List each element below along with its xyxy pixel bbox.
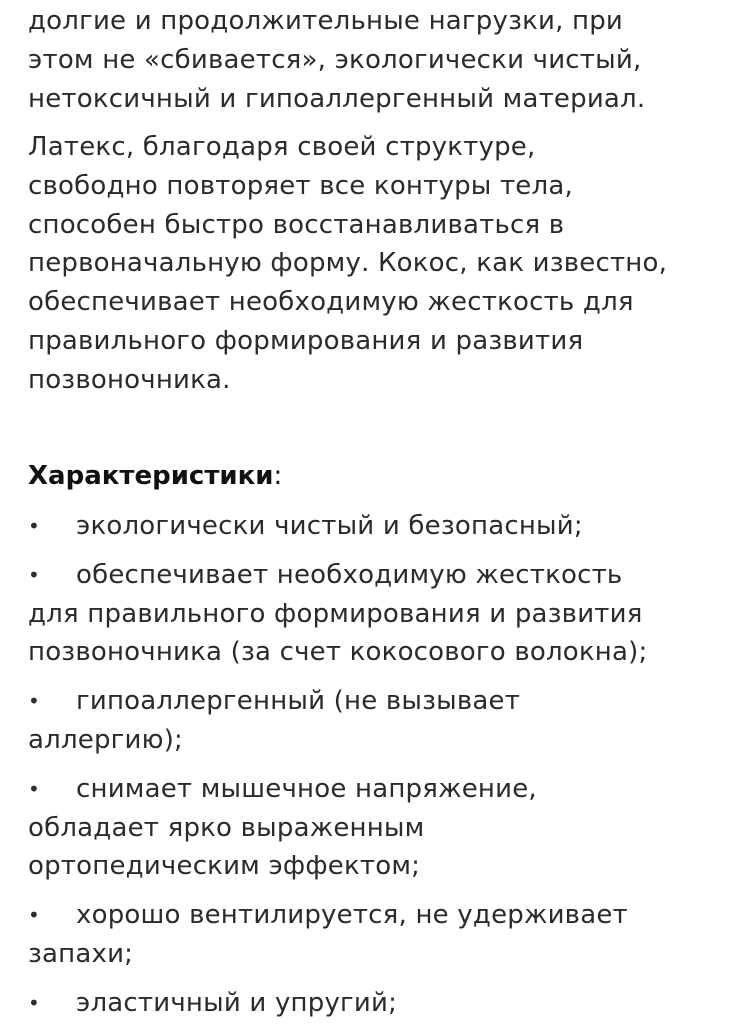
list-item: [28, 682, 733, 760]
characteristics-heading-colon: :: [273, 461, 283, 491]
list-item: [28, 770, 733, 886]
list-item: [28, 556, 733, 672]
description-paragraph-2: Латекс, благодаря своей структуре, свободно повторяет все контуры тела, способен быстро восстанавливаться в первоначальную форму. Кокос, как известно, обеспечивает необходимую жесткость для правильного формирования и развития позвоночника.: [28, 132, 668, 395]
list-item: [28, 507, 733, 546]
list-item-text: гипоаллергенный (не вызывает аллергию);: [28, 686, 521, 755]
bullet-icon: •: [28, 514, 40, 538]
characteristics-list: [28, 507, 733, 1033]
list-item-text: обеспечивает необходимую жесткость для правильного формирования и развития позвоночника (за счет кокосового волокна);: [28, 559, 648, 668]
description-paragraph-1: долгие и продолжительные нагрузки, при этом не «сбивается», экологически чистый, нетоксичный и гипоаллергенный материал.: [28, 6, 646, 114]
bullet-icon: •: [28, 562, 40, 587]
bullet-icon: •: [28, 990, 40, 1015]
list-item: [28, 896, 733, 974]
bullet-icon: •: [28, 903, 40, 928]
list-item-text: снимает мышечное напряжение, обладает ярко выраженным ортопедическим эффектом;: [28, 773, 537, 882]
list-item-text: экологически чистый и безопасный;: [76, 511, 583, 541]
characteristics-heading-text: Характеристики: [28, 461, 274, 491]
characteristics-heading: [28, 457, 282, 495]
bullet-icon: •: [28, 689, 40, 714]
list-item-text: хорошо вентилируется, не удерживает запахи;: [28, 900, 628, 969]
bullet-icon: •: [28, 776, 40, 801]
list-item-text: эластичный и упругий;: [76, 987, 398, 1018]
list-item: [28, 984, 733, 1023]
